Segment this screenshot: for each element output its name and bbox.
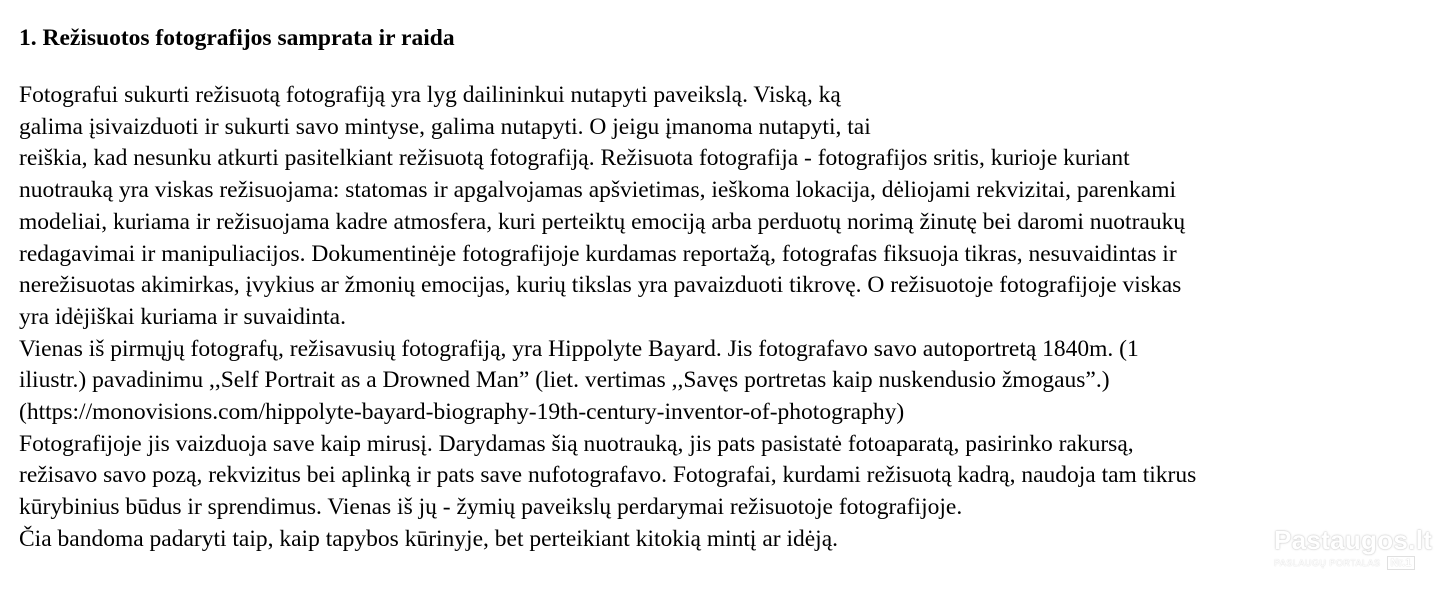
text-line-url: (https://monovisions.com/hippolyte-bayard-biography-19th-century-inventor-of-photography) [19, 399, 905, 426]
text-line: galima įsivaizduoti ir sukurti savo mintyse, galima nutapyti. O jeigu įmanoma nutapyti, tai [19, 113, 871, 140]
watermark-tagline: PASLAUGŲ PORTALAS [1274, 558, 1381, 568]
text-line: nuotrauką yra viskas režisuojama: statomas ir apgalvojamas apšvietimas, ieškoma lokacija, dėliojami rekvizitai, parenkami [19, 177, 1177, 204]
text-line: Fotografijoje jis vaizduoja save kaip mirusį. Darydamas šią nuotrauką, jis pats pasistatė fotoaparatą, pasirinko rakursą, [19, 430, 1134, 457]
text-line: Fotografui sukurti režisuotą fotografiją yra lyg dailininkui nutapyti paveikslą. Viską, ką [19, 82, 841, 108]
document-page [19, 22, 1439, 556]
text-line: nerežisuotas akimirkas, įvykius ar žmonių emocijas, kurių tikslas yra pavaizduoti tikrovę. O režisuotoje fotografijoje viskas [19, 272, 1182, 299]
watermark-tagline-row [1274, 556, 1414, 570]
text-line: Čia bandoma padaryti taip, kaip tapybos kūrinyje, bet perteikiant kitokią mintį ar idėją. [19, 525, 839, 552]
text-line: yra idėjiškai kuriama ir suvaidinta. [19, 303, 346, 330]
text-line: režisavo savo pozą, rekvizitus bei aplinką ir pats save nufotografavo. Fotografai, kurdami režisuotą kadrą, naudoja tam tikrus [19, 462, 1197, 489]
text-line: redagavimai ir manipuliacijos. Dokumentinėje fotografijoje kurdamas reportažą, fotografas fiksuoja tikras, nesuvaidintas ir [19, 240, 1177, 267]
body-text [19, 80, 1439, 556]
text-line: kūrybinius būdus ir sprendimus. Vienas iš jų - žymių paveikslų perdarymai režisuotoje fotografijoje. [19, 494, 963, 521]
watermark-logo [1274, 525, 1433, 570]
text-line: Vienas iš pirmųjų fotografų, režisavusių fotografiją, yra Hippolyte Bayard. Jis fotografavo savo autoportretą 1840m. (1 [19, 335, 1139, 362]
text-line: modeliai, kuriama ir režisuojama kadre atmosfera, kuri perteiktų emociją arba perduotų norimą žinutę bei daromi nuotraukų [19, 208, 1186, 235]
watermark-badge: Nr.1 [1387, 556, 1416, 570]
watermark-brand: Pastaugos.lt [1274, 525, 1433, 555]
text-line: reiškia, kad nesunku atkurti pasitelkiant režisuotą fotografiją. Režisuota fotografija - fotografijos sritis, kurioje kuriant [19, 145, 1130, 172]
section-heading: 1. Režisuotos fotografijos samprata ir raida [19, 25, 455, 51]
text-line: iliustr.) pavadinimu ,,Self Portrait as a Drowned Man” (liet. vertimas ,,Savęs portretas kaip nuskendusio žmogaus”.) [19, 367, 1110, 394]
